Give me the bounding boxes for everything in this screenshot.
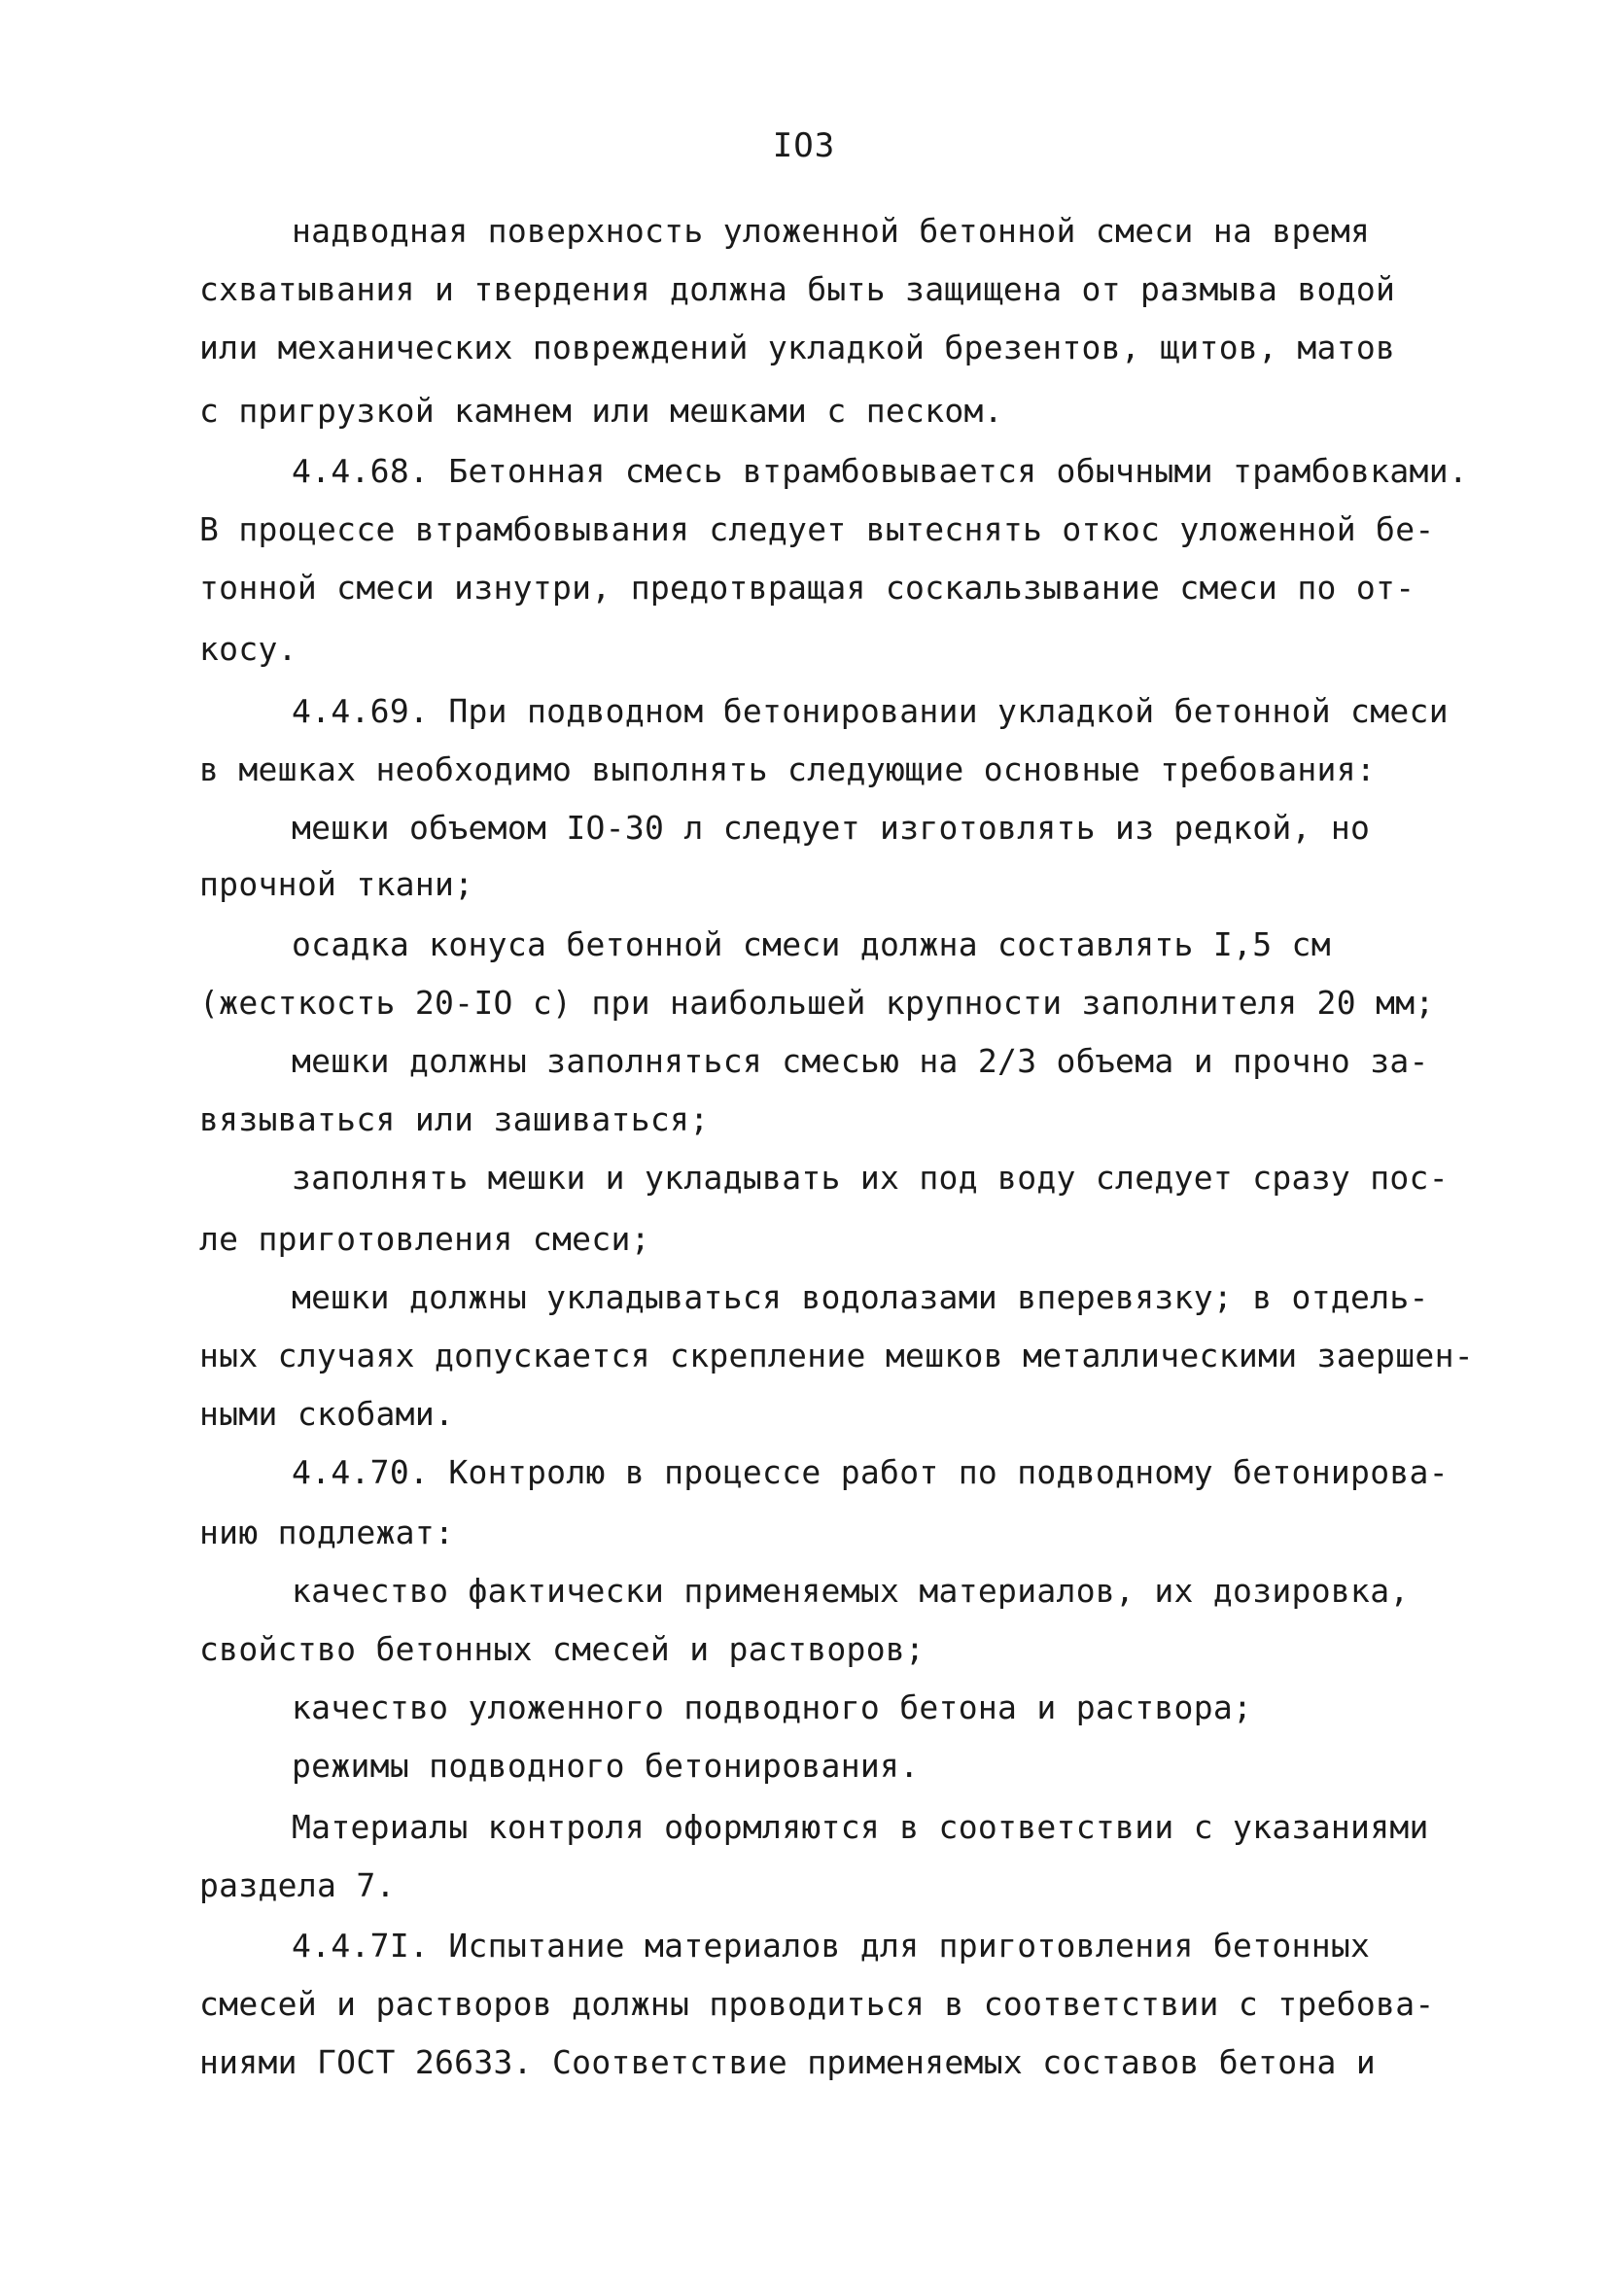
- text-line: (жесткость 20-IO с) при наибольшей крупности заполнителя 20 мм;: [199, 984, 1435, 1022]
- text-line: 4.4.68. Бетонная смесь втрамбовывается обычными трамбовками.: [292, 452, 1469, 490]
- text-line: смесей и растворов должны проводиться в соответствии с требова-: [199, 1985, 1435, 2023]
- text-line: 4.4.70. Контролю в процессе работ по подводному бетонирова-: [292, 1453, 1449, 1491]
- text-line: Материалы контроля оформляются в соответствии с указаниями: [292, 1808, 1429, 1846]
- text-line: тонной смеси изнутри, предотвращая соскальзывание смеси по от-: [199, 569, 1416, 607]
- text-line: прочной ткани;: [199, 865, 474, 903]
- text-line: в мешках необходимо выполнять следующие основные требования:: [199, 750, 1377, 788]
- text-line: схватывания и твердения должна быть защищена от размыва водой: [199, 270, 1396, 308]
- text-line: 4.4.69. При подводном бетонировании укладкой бетонной смеси: [292, 692, 1449, 730]
- text-line: мешки объемом IO-30 л следует изготовлять из редкой, но: [292, 809, 1371, 847]
- text-line: ными скобами.: [199, 1395, 455, 1433]
- text-line: раздела 7.: [199, 1866, 396, 1904]
- text-line: осадка конуса бетонной смеси должна составлять I,5 см: [292, 925, 1331, 963]
- text-line: ниями ГОСТ 26633. Соответствие применяемых составов бетона и: [199, 2043, 1377, 2081]
- text-line: качество фактически применяемых материалов, их дозировка,: [292, 1572, 1410, 1610]
- text-line: В процессе втрамбовывания следует вытеснять откос уложенной бе-: [199, 510, 1435, 548]
- text-line: свойство бетонных смесей и растворов;: [199, 1630, 926, 1668]
- text-line: ных случаях допускается скрепление мешков металлическими заершен-: [199, 1337, 1474, 1374]
- text-line: надводная поверхность уложенной бетонной смеси на время: [292, 212, 1371, 250]
- text-line: мешки должны заполняться смесью на 2/3 объема и прочно за-: [292, 1042, 1429, 1080]
- text-line: косу.: [199, 630, 297, 668]
- text-line: заполнять мешки и укладывать их под воду следует сразу пос-: [292, 1159, 1449, 1197]
- text-line: ле приготовления смеси;: [199, 1220, 650, 1258]
- text-line: режимы подводного бетонирования.: [292, 1747, 920, 1785]
- text-line: качество уложенного подводного бетона и раствора;: [292, 1688, 1253, 1726]
- text-line: вязываться или зашиваться;: [199, 1100, 710, 1138]
- text-line: мешки должны укладываться водолазами вперевязку; в отдель-: [292, 1278, 1429, 1316]
- text-line: нию подлежат:: [199, 1513, 455, 1551]
- text-line: или механических повреждений укладкой брезентов, щитов, матов: [199, 329, 1396, 366]
- page-number: IO3: [772, 126, 836, 165]
- text-line: 4.4.7I. Испытание материалов для приготовления бетонных: [292, 1927, 1371, 1965]
- text-line: с пригрузкой камнем или мешками с песком.: [199, 392, 1003, 430]
